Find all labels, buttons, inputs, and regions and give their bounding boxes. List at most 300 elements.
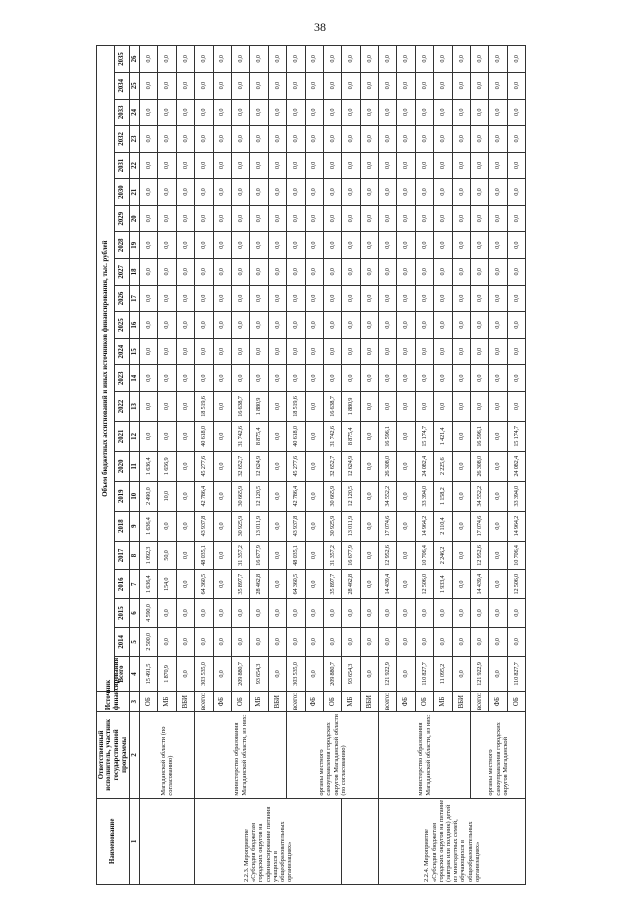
source-cell: ОБ [140, 692, 158, 712]
value-cell: 0,0 [489, 421, 507, 451]
value-cell: 0,0 [305, 179, 323, 206]
value-cell: 0,0 [489, 126, 507, 153]
value-cell: 0,0 [158, 259, 176, 286]
header-year: 2033 [115, 99, 130, 126]
value-cell: 0,0 [213, 72, 231, 99]
value-cell: 0,0 [176, 179, 194, 206]
activity-name: 2.2.3. Мероприятие «Субсидия бюджетам городских округов на софинансирование питания учащихся в общеобразовательных организациях» [195, 798, 342, 884]
value-cell: 0,0 [250, 46, 268, 73]
value-cell: 0,0 [471, 46, 489, 73]
value-cell: 30 665,9 [323, 481, 341, 511]
value-cell: 0,0 [471, 99, 489, 126]
value-cell: 0,0 [471, 232, 489, 259]
value-cell: 31 357,2 [231, 541, 249, 570]
value-cell: 0,0 [342, 599, 360, 628]
value-cell: 0,0 [268, 285, 286, 312]
value-cell: 0,0 [397, 570, 415, 599]
value-cell: 209 880,7 [323, 656, 341, 691]
value-cell: 31 357,2 [323, 541, 341, 570]
value-cell: 0,0 [213, 99, 231, 126]
value-cell: 16 677,9 [250, 541, 268, 570]
column-number: 9 [130, 511, 140, 541]
value-cell: 26 308,0 [379, 451, 397, 481]
value-cell: 16 596,1 [471, 421, 489, 451]
value-cell: 24 082,4 [507, 451, 525, 481]
value-cell: 50,0 [158, 541, 176, 570]
source-cell: ОБ [231, 692, 249, 712]
value-cell: 0,0 [397, 99, 415, 126]
value-cell: 0,0 [452, 232, 470, 259]
value-cell: 0,0 [507, 179, 525, 206]
header-executor: Ответственный исполнитель, участник государственной программы [97, 712, 130, 798]
value-cell: 0,0 [434, 599, 452, 628]
value-cell: 0,0 [323, 338, 341, 365]
value-cell: 0,0 [213, 599, 231, 628]
value-cell: 0,0 [176, 152, 194, 179]
value-cell: 0,0 [397, 179, 415, 206]
value-cell: 0,0 [268, 312, 286, 339]
value-cell: 0,0 [213, 451, 231, 481]
value-cell: 2 110,4 [434, 511, 452, 541]
value-cell: 93 654,3 [342, 656, 360, 691]
source-cell: ОБ [507, 692, 525, 712]
value-cell: 0,0 [489, 627, 507, 656]
value-cell: 0,0 [305, 481, 323, 511]
value-cell: 8 875,4 [250, 421, 268, 451]
value-cell: 0,0 [287, 365, 305, 392]
executor-cell: министерство образования Магаданской области, из них: [379, 712, 471, 798]
value-cell: 0,0 [176, 365, 194, 392]
source-cell: ФБ [397, 692, 415, 712]
value-cell: 0,0 [287, 338, 305, 365]
value-cell: 1 636,4 [140, 570, 158, 599]
value-cell: 0,0 [213, 481, 231, 511]
value-cell: 0,0 [323, 599, 341, 628]
header-year: 2035 [115, 46, 130, 73]
value-cell: 12 624,9 [342, 451, 360, 481]
value-cell: 0,0 [195, 338, 213, 365]
value-cell: 13 011,9 [342, 511, 360, 541]
value-cell: 0,0 [397, 627, 415, 656]
value-cell: 0,0 [268, 570, 286, 599]
value-cell: 0,0 [471, 126, 489, 153]
value-cell: 0,0 [471, 599, 489, 628]
value-cell: 0,0 [342, 365, 360, 392]
source-cell: МБ [434, 692, 452, 712]
value-cell: 0,0 [415, 627, 433, 656]
value-cell: 0,0 [213, 338, 231, 365]
value-cell: 0,0 [452, 365, 470, 392]
value-cell: 2 246,2 [434, 541, 452, 570]
value-cell: 0,0 [489, 656, 507, 691]
value-cell: 0,0 [397, 312, 415, 339]
value-cell: 0,0 [360, 259, 378, 286]
value-cell: 0,0 [397, 511, 415, 541]
value-cell: 48 035,1 [195, 541, 213, 570]
value-cell: 0,0 [195, 599, 213, 628]
value-cell: 0,0 [250, 72, 268, 99]
value-cell: 0,0 [360, 338, 378, 365]
value-cell: 0,0 [268, 541, 286, 570]
value-cell: 0,0 [452, 421, 470, 451]
value-cell: 0,0 [158, 392, 176, 422]
value-cell: 0,0 [434, 232, 452, 259]
value-cell: 0,0 [250, 285, 268, 312]
value-cell: 16 638,7 [231, 392, 249, 422]
value-cell: 1 421,4 [434, 421, 452, 451]
value-cell: 0,0 [379, 312, 397, 339]
header-year: 2017 [115, 541, 130, 570]
value-cell: 0,0 [140, 46, 158, 73]
value-cell: 0,0 [140, 392, 158, 422]
value-cell: 0,0 [434, 179, 452, 206]
value-cell: 42 786,4 [287, 481, 305, 511]
value-cell: 0,0 [213, 511, 231, 541]
value-cell: 0,0 [415, 599, 433, 628]
value-cell: 14 964,2 [507, 511, 525, 541]
value-cell: 0,0 [360, 365, 378, 392]
value-cell: 0,0 [140, 421, 158, 451]
value-cell: 43 937,8 [287, 511, 305, 541]
value-cell: 0,0 [342, 126, 360, 153]
value-cell: 0,0 [342, 46, 360, 73]
value-cell: 0,0 [268, 338, 286, 365]
value-cell: 0,0 [323, 312, 341, 339]
value-cell: 43 937,8 [195, 511, 213, 541]
value-cell: 0,0 [231, 627, 249, 656]
column-number: 19 [130, 232, 140, 259]
value-cell: 0,0 [268, 421, 286, 451]
value-cell: 0,0 [323, 46, 341, 73]
value-cell: 12 506,0 [507, 570, 525, 599]
value-cell: 0,0 [342, 312, 360, 339]
column-number: 5 [130, 627, 140, 656]
value-cell: 0,0 [360, 285, 378, 312]
value-cell: 0,0 [158, 365, 176, 392]
value-cell: 0,0 [176, 481, 194, 511]
value-cell: 0,0 [305, 99, 323, 126]
source-cell: ВБИ [452, 692, 470, 712]
value-cell: 0,0 [397, 365, 415, 392]
value-cell: 0,0 [305, 599, 323, 628]
value-cell: 0,0 [268, 481, 286, 511]
value-cell: 0,0 [250, 152, 268, 179]
value-cell: 0,0 [268, 126, 286, 153]
value-cell: 0,0 [195, 152, 213, 179]
header-year: 2024 [115, 338, 130, 365]
value-cell: 0,0 [489, 72, 507, 99]
source-cell: МБ [342, 692, 360, 712]
value-cell: 0,0 [323, 259, 341, 286]
value-cell: 0,0 [507, 72, 525, 99]
value-cell: 0,0 [140, 232, 158, 259]
value-cell: 0,0 [452, 46, 470, 73]
value-cell: 0,0 [176, 421, 194, 451]
value-cell: 33 394,0 [507, 481, 525, 511]
value-cell: 0,0 [471, 365, 489, 392]
column-number: 11 [130, 451, 140, 481]
value-cell: 0,0 [342, 179, 360, 206]
value-cell: 0,0 [452, 541, 470, 570]
value-cell: 64 360,5 [195, 570, 213, 599]
column-number: 26 [130, 46, 140, 73]
value-cell: 0,0 [415, 179, 433, 206]
value-cell: 0,0 [305, 232, 323, 259]
value-cell: 0,0 [360, 232, 378, 259]
value-cell: 0,0 [250, 205, 268, 232]
value-cell: 0,0 [231, 126, 249, 153]
value-cell: 0,0 [415, 392, 433, 422]
value-cell: 0,0 [507, 126, 525, 153]
header-year: 2015 [115, 599, 130, 628]
value-cell: 0,0 [507, 232, 525, 259]
value-cell: 0,0 [176, 312, 194, 339]
value-cell: 0,0 [452, 656, 470, 691]
value-cell: 0,0 [342, 152, 360, 179]
source-cell: ФБ [213, 692, 231, 712]
value-cell: 110 827,7 [507, 656, 525, 691]
source-cell: ВБИ [176, 692, 194, 712]
value-cell: 0,0 [434, 46, 452, 73]
value-cell: 11 095,2 [434, 656, 452, 691]
source-cell: МБ [158, 692, 176, 712]
value-cell: 0,0 [287, 312, 305, 339]
value-cell: 0,0 [452, 312, 470, 339]
value-cell: 0,0 [452, 481, 470, 511]
value-cell: 0,0 [195, 365, 213, 392]
value-cell: 0,0 [489, 541, 507, 570]
value-cell: 0,0 [305, 451, 323, 481]
value-cell: 0,0 [379, 152, 397, 179]
source-cell: всего: [195, 692, 213, 712]
value-cell: 0,0 [434, 205, 452, 232]
value-cell: 0,0 [268, 46, 286, 73]
value-cell: 1 636,4 [140, 511, 158, 541]
header-year: 2025 [115, 312, 130, 339]
column-number: 22 [130, 152, 140, 179]
value-cell: 0,0 [397, 126, 415, 153]
value-cell: 0,0 [507, 259, 525, 286]
value-cell: 0,0 [489, 570, 507, 599]
value-cell: 0,0 [268, 451, 286, 481]
value-cell: 0,0 [360, 481, 378, 511]
value-cell: 93 654,3 [250, 656, 268, 691]
value-cell: 0,0 [250, 599, 268, 628]
value-cell: 0,0 [195, 99, 213, 126]
value-cell: 0,0 [140, 285, 158, 312]
value-cell: 0,0 [213, 541, 231, 570]
source-cell: МБ [250, 692, 268, 712]
value-cell: 0,0 [471, 392, 489, 422]
header-year: 2023 [115, 365, 130, 392]
value-cell: 0,0 [342, 259, 360, 286]
value-cell: 0,0 [158, 338, 176, 365]
value-cell: 0,0 [434, 259, 452, 286]
value-cell: 1 656,9 [158, 451, 176, 481]
value-cell: 0,0 [140, 126, 158, 153]
column-number: 17 [130, 285, 140, 312]
value-cell: 0,0 [323, 205, 341, 232]
value-cell: 0,0 [342, 338, 360, 365]
value-cell: 0,0 [176, 451, 194, 481]
header-year: 2034 [115, 72, 130, 99]
value-cell: 0,0 [176, 72, 194, 99]
source-cell: ОБ [415, 692, 433, 712]
value-cell: 0,0 [287, 627, 305, 656]
column-number: 12 [130, 421, 140, 451]
value-cell: 0,0 [158, 421, 176, 451]
table-row [287, 46, 305, 885]
value-cell: 0,0 [305, 541, 323, 570]
value-cell: 30 665,9 [231, 481, 249, 511]
value-cell: 0,0 [471, 627, 489, 656]
value-cell: 0,0 [489, 365, 507, 392]
value-cell: 0,0 [176, 570, 194, 599]
value-cell: 32 652,7 [231, 451, 249, 481]
value-cell: 0,0 [158, 312, 176, 339]
value-cell: 0,0 [158, 511, 176, 541]
value-cell: 0,0 [434, 312, 452, 339]
value-cell: 0,0 [140, 259, 158, 286]
value-cell: 0,0 [158, 126, 176, 153]
value-cell: 0,0 [176, 285, 194, 312]
column-number: 23 [130, 126, 140, 153]
value-cell: 0,0 [323, 152, 341, 179]
value-cell: 0,0 [305, 627, 323, 656]
value-cell: 0,0 [452, 152, 470, 179]
column-number: 24 [130, 99, 140, 126]
source-cell: всего: [287, 692, 305, 712]
column-number: 3 [130, 692, 140, 712]
value-cell: 0,0 [213, 570, 231, 599]
value-cell: 0,0 [415, 232, 433, 259]
value-cell: 0,0 [305, 656, 323, 691]
value-cell: 0,0 [452, 259, 470, 286]
value-cell: 0,0 [158, 232, 176, 259]
value-cell: 0,0 [360, 599, 378, 628]
value-cell: 0,0 [231, 259, 249, 286]
value-cell: 10,0 [158, 481, 176, 511]
value-cell: 0,0 [158, 99, 176, 126]
value-cell: 0,0 [489, 338, 507, 365]
value-cell: 2 490,0 [140, 481, 158, 511]
value-cell: 121 922,9 [379, 656, 397, 691]
value-cell: 2 225,6 [434, 451, 452, 481]
column-number: 6 [130, 599, 140, 628]
value-cell: 0,0 [305, 126, 323, 153]
value-cell: 0,0 [158, 627, 176, 656]
value-cell: 0,0 [158, 46, 176, 73]
value-cell: 0,0 [176, 511, 194, 541]
value-cell: 0,0 [287, 152, 305, 179]
value-cell: 0,0 [140, 205, 158, 232]
header-funding-title: Объем бюджетных ассигнований и иных источников финансирования, тыс. рублей [97, 46, 115, 692]
value-cell: 0,0 [323, 179, 341, 206]
value-cell: 34 552,2 [471, 481, 489, 511]
value-cell: 0,0 [213, 656, 231, 691]
value-cell: 0,0 [140, 72, 158, 99]
executor-cell: Магаданской области (по согласованию) [140, 712, 195, 798]
value-cell: 0,0 [268, 99, 286, 126]
value-cell: 0,0 [452, 179, 470, 206]
value-cell: 0,0 [176, 232, 194, 259]
value-cell: 110 827,7 [415, 656, 433, 691]
value-cell: 0,0 [471, 205, 489, 232]
value-cell: 0,0 [452, 392, 470, 422]
header-total: Всего [115, 656, 130, 691]
value-cell: 0,0 [195, 232, 213, 259]
value-cell: 0,0 [305, 152, 323, 179]
value-cell: 0,0 [305, 72, 323, 99]
value-cell: 33 394,0 [415, 481, 433, 511]
value-cell: 32 652,7 [323, 451, 341, 481]
value-cell: 0,0 [287, 232, 305, 259]
column-number: 4 [130, 656, 140, 691]
value-cell: 0,0 [213, 392, 231, 422]
activity-name: 2.2.4. Мероприятие «Субсидия бюджетам городских округов на питание (завтрак или полдник) детей из многодетных семей, обучающихся в общеобразовательных организациях» [379, 798, 526, 884]
value-cell: 0,0 [452, 99, 470, 126]
header-year: 2022 [115, 392, 130, 422]
value-cell: 15 174,7 [415, 421, 433, 451]
value-cell: 0,0 [268, 511, 286, 541]
value-cell: 35 897,7 [323, 570, 341, 599]
value-cell: 0,0 [231, 338, 249, 365]
value-cell: 0,0 [195, 627, 213, 656]
value-cell: 0,0 [452, 570, 470, 599]
header-year: 2027 [115, 259, 130, 286]
table-row [140, 46, 158, 885]
value-cell: 0,0 [158, 205, 176, 232]
value-cell: 1 158,2 [434, 481, 452, 511]
value-cell: 0,0 [489, 392, 507, 422]
value-cell: 0,0 [452, 205, 470, 232]
value-cell: 0,0 [489, 259, 507, 286]
value-cell: 0,0 [250, 365, 268, 392]
value-cell: 0,0 [360, 570, 378, 599]
value-cell: 14 439,4 [379, 570, 397, 599]
value-cell: 0,0 [507, 99, 525, 126]
value-cell: 0,0 [489, 46, 507, 73]
value-cell: 0,0 [176, 259, 194, 286]
value-cell: 0,0 [231, 72, 249, 99]
value-cell: 0,0 [323, 99, 341, 126]
source-cell: ФБ [489, 692, 507, 712]
value-cell: 0,0 [379, 99, 397, 126]
value-cell: 28 462,8 [250, 570, 268, 599]
source-cell: всего: [379, 692, 397, 712]
value-cell: 0,0 [360, 627, 378, 656]
value-cell: 28 462,8 [342, 570, 360, 599]
value-cell: 0,0 [397, 46, 415, 73]
value-cell: 0,0 [434, 99, 452, 126]
value-cell: 0,0 [195, 285, 213, 312]
value-cell: 0,0 [489, 599, 507, 628]
value-cell: 4 590,0 [140, 599, 158, 628]
value-cell: 0,0 [287, 599, 305, 628]
column-number: 8 [130, 541, 140, 570]
value-cell: 14 964,2 [415, 511, 433, 541]
value-cell: 303 535,0 [287, 656, 305, 691]
funding-table [96, 45, 526, 885]
value-cell: 0,0 [471, 72, 489, 99]
column-number: 2 [130, 712, 140, 798]
value-cell: 31 742,6 [323, 421, 341, 451]
value-cell: 0,0 [342, 99, 360, 126]
value-cell: 0,0 [415, 285, 433, 312]
value-cell: 0,0 [305, 285, 323, 312]
value-cell: 8 875,4 [342, 421, 360, 451]
value-cell: 0,0 [360, 312, 378, 339]
